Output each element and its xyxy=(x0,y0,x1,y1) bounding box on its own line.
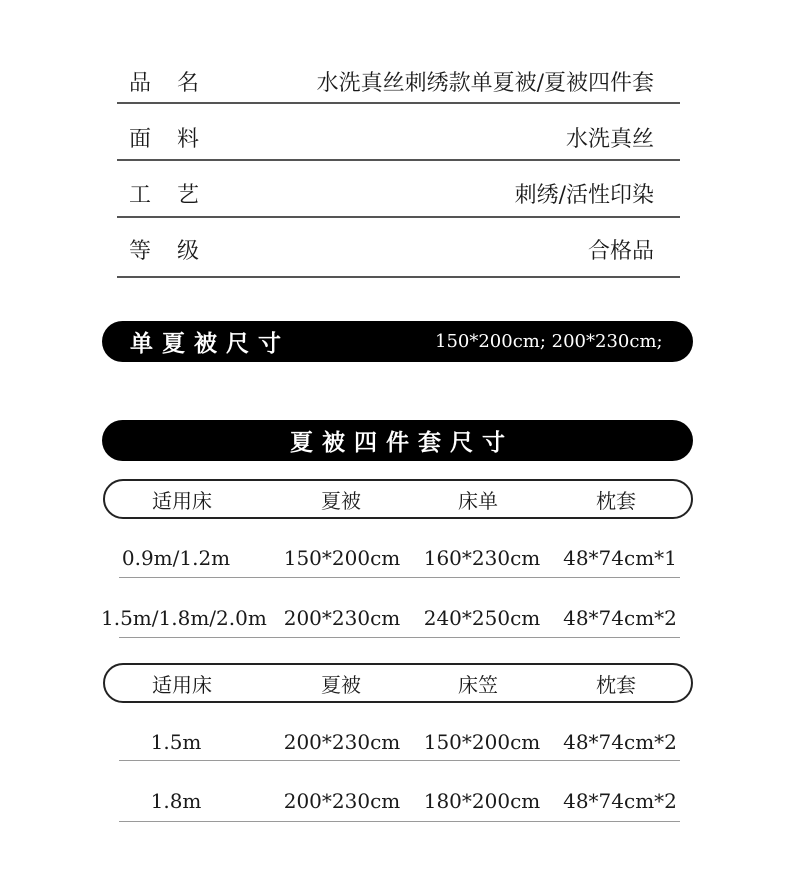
divider xyxy=(117,102,680,104)
spec-row-craft xyxy=(117,164,680,222)
single-quilt-title: 单夏被尺寸 xyxy=(130,330,290,357)
table-header-cell: 枕套 xyxy=(596,488,636,513)
table-header-cell: 适用床 xyxy=(152,672,212,697)
table-cell: 48*74cm*2 xyxy=(563,789,677,813)
single-quilt-size-bar xyxy=(102,321,693,362)
table-cell: 150*200cm xyxy=(283,546,401,570)
table1-header xyxy=(103,479,693,519)
table-header-cell: 床笠 xyxy=(458,672,498,697)
table-cell: 1.8m xyxy=(150,789,202,813)
spec-label: 品名 xyxy=(129,70,226,96)
table-header-cell: 适用床 xyxy=(152,488,212,513)
table-cell: 0.9m/1.2m xyxy=(121,546,231,570)
table-cell: 200*230cm xyxy=(283,606,401,630)
table-cell: 200*230cm xyxy=(283,730,401,754)
table2-header xyxy=(103,663,693,703)
row-divider xyxy=(119,821,680,822)
table-header-cell: 夏被 xyxy=(321,672,361,697)
row-divider xyxy=(119,577,680,578)
spec-row-fabric xyxy=(117,108,680,166)
single-quilt-sizes: 150*200cm; 200*230cm; xyxy=(435,331,663,352)
spec-value: 水洗真丝 xyxy=(565,126,654,152)
spec-label: 等级 xyxy=(129,238,226,264)
divider xyxy=(117,216,680,218)
table-cell: 48*74cm*2 xyxy=(563,606,677,630)
row-divider xyxy=(119,760,680,761)
table-cell: 160*230cm xyxy=(423,546,541,570)
table-header-cell: 枕套 xyxy=(596,672,636,697)
four-piece-title: 夏被四件套尺寸 xyxy=(290,429,514,456)
table-cell: 180*200cm xyxy=(423,789,541,813)
table-cell: 1.5m xyxy=(150,730,202,754)
table-cell: 240*250cm xyxy=(423,606,541,630)
table-header-cell: 夏被 xyxy=(321,488,361,513)
table-cell: 200*230cm xyxy=(283,789,401,813)
divider xyxy=(117,276,680,278)
table-cell: 48*74cm*2 xyxy=(563,730,677,754)
spec-label: 工艺 xyxy=(129,182,226,208)
table-cell: 48*74cm*1 xyxy=(563,546,677,570)
spec-value: 刺绣/活性印染 xyxy=(514,182,654,208)
spec-value: 合格品 xyxy=(587,238,654,264)
four-piece-title-bar xyxy=(102,420,693,461)
table-cell: 150*200cm xyxy=(423,730,541,754)
spec-label: 面料 xyxy=(129,126,226,152)
table-cell: 1.5m/1.8m/2.0m xyxy=(101,606,267,630)
divider xyxy=(117,159,680,161)
spec-row-grade xyxy=(117,220,680,278)
table-header-cell: 床单 xyxy=(458,488,498,513)
spec-value: 水洗真丝刺绣款单夏被/夏被四件套 xyxy=(316,70,654,96)
row-divider xyxy=(119,637,680,638)
